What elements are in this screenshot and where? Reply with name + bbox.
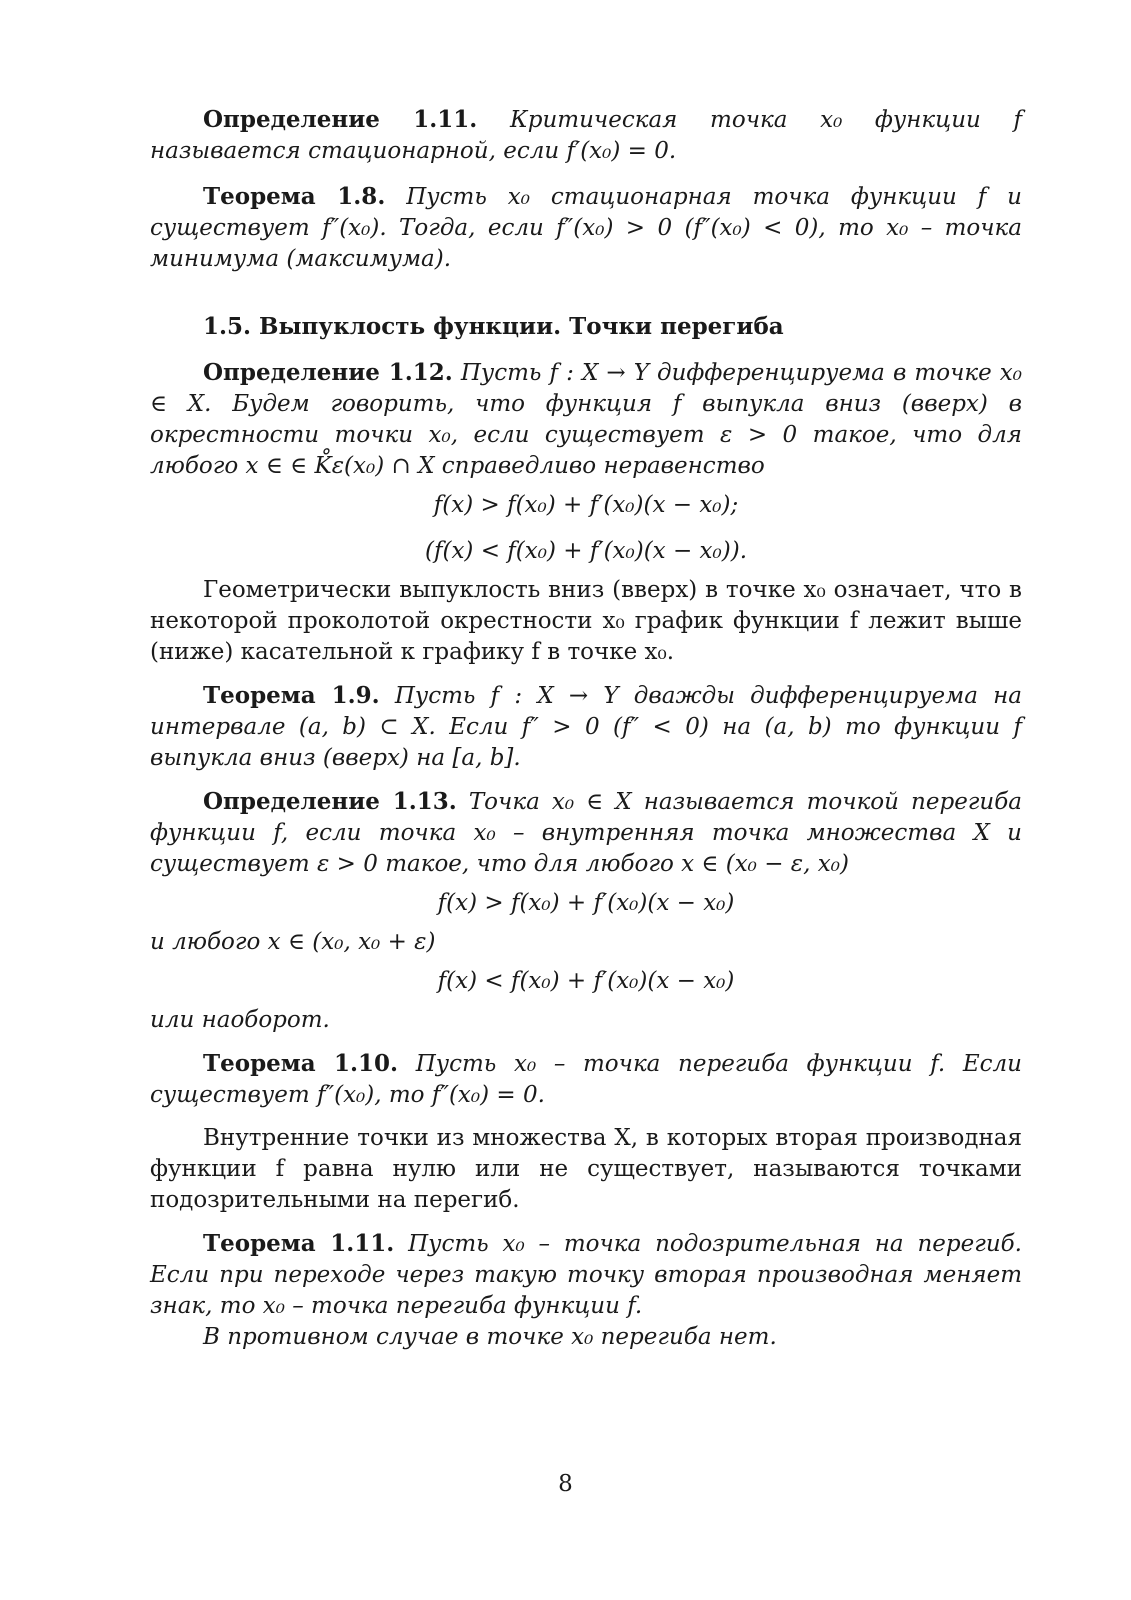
definition-1-13 [150,786,1022,880]
equation-convex-up: (f(x) < f(x₀) + f′(x₀)(x − x₀)). [425,538,747,564]
display-equation-right [150,966,1022,997]
theorem-label: Теорема 1.10. [203,1050,399,1077]
page-number: 8 [558,1471,573,1497]
geometric-meaning: Геометрически выпуклость вниз (вверх) в точке x₀ означает, что в некоторой проколотой окрестности x₀ график функции f лежит выше (ниже) касательной к графику f в точке x₀. [150,577,1022,665]
page-body [150,104,1022,1353]
theorem-1-8 [150,181,1022,275]
right-neighborhood-text: и любого x ∈ (x₀, x₀ + ε) [150,929,436,955]
interior-points-paragraph: Внутренние точки из множества X, в которых вторая производная функции f равна нулю или не существует, называются точками подозрительными на перегиб. [150,1125,1022,1213]
theorem-1-10 [150,1048,1022,1111]
theorem-text: Пусть f : X → Y дважды дифференцируема на интервале (a, b) ⊂ X. Если f″ > 0 (f″ < 0) на (a, b) то функции f выпукла вниз (вверх) на [a, b]. [150,683,1023,771]
definition-1-12 [150,357,1022,482]
theorem-label: Теорема 1.8. [203,183,386,210]
equation-right-neighborhood: f(x) < f(x₀) + f′(x₀)(x − x₀) [437,968,735,994]
theorem-text: Пусть x₀ – точка перегиба функции f. Если существует f″(x₀), то f″(x₀) = 0. [150,1051,1022,1108]
definition-label: Определение 1.13. [203,788,457,815]
theorem-1-11 [150,1228,1022,1322]
definition-1-11 [150,104,1022,167]
theorem-label: Теорема 1.9. [203,682,380,709]
definition-label: Определение 1.12. [203,359,453,386]
theorem-text: Пусть x₀ стационарная точка функции f и существует f″(x₀). Тогда, если f″(x₀) > 0 (f″(x₀) < 0), то x₀ – точка минимума (максимума). [150,184,1022,272]
section-heading: 1.5. Выпуклость функции. Точки перегиба [203,313,784,340]
display-equations-convexity [150,490,1022,567]
definition-text: Пусть f : X → Y дифференцируема в точке x₀ ∈ X. Будем говорить, что функция f выпукла вниз (вверх) в окрестности точки x₀, если существует ε > 0 такое, что для любого x ∈ ∈ K̊ε(x₀) ∩ X справедливо неравенство [150,360,1022,479]
equation-convex-down: f(x) > f(x₀) + f′(x₀)(x − x₀); [433,492,739,518]
display-equation-left [150,888,1022,919]
theorem-1-9 [150,680,1022,774]
theorem-text: Пусть x₀ – точка подозрительная на перегиб. Если при переходе через такую точку вторая производная меняет знак, то x₀ – точка перегиба функции f. [150,1231,1022,1319]
definition-label: Определение 1.11. [203,106,478,133]
equation-left-neighborhood: f(x) > f(x₀) + f′(x₀)(x − x₀) [437,890,735,916]
definition-text: Критическая точка x₀ функции f называется стационарной, если f′(x₀) = 0. [150,107,1022,164]
or-vice-versa-text: или наоборот. [150,1007,330,1033]
definition-text: Точка x₀ ∈ X называется точкой перегиба функции f, если точка x₀ – внутренняя точка множества X и существует ε > 0 такое, что для любого x ∈ (x₀ − ε, x₀) [150,789,1022,877]
theorem-label: Теорема 1.11. [203,1230,395,1257]
theorem-1-11-note: В противном случае в точке x₀ перегиба нет. [203,1324,777,1350]
